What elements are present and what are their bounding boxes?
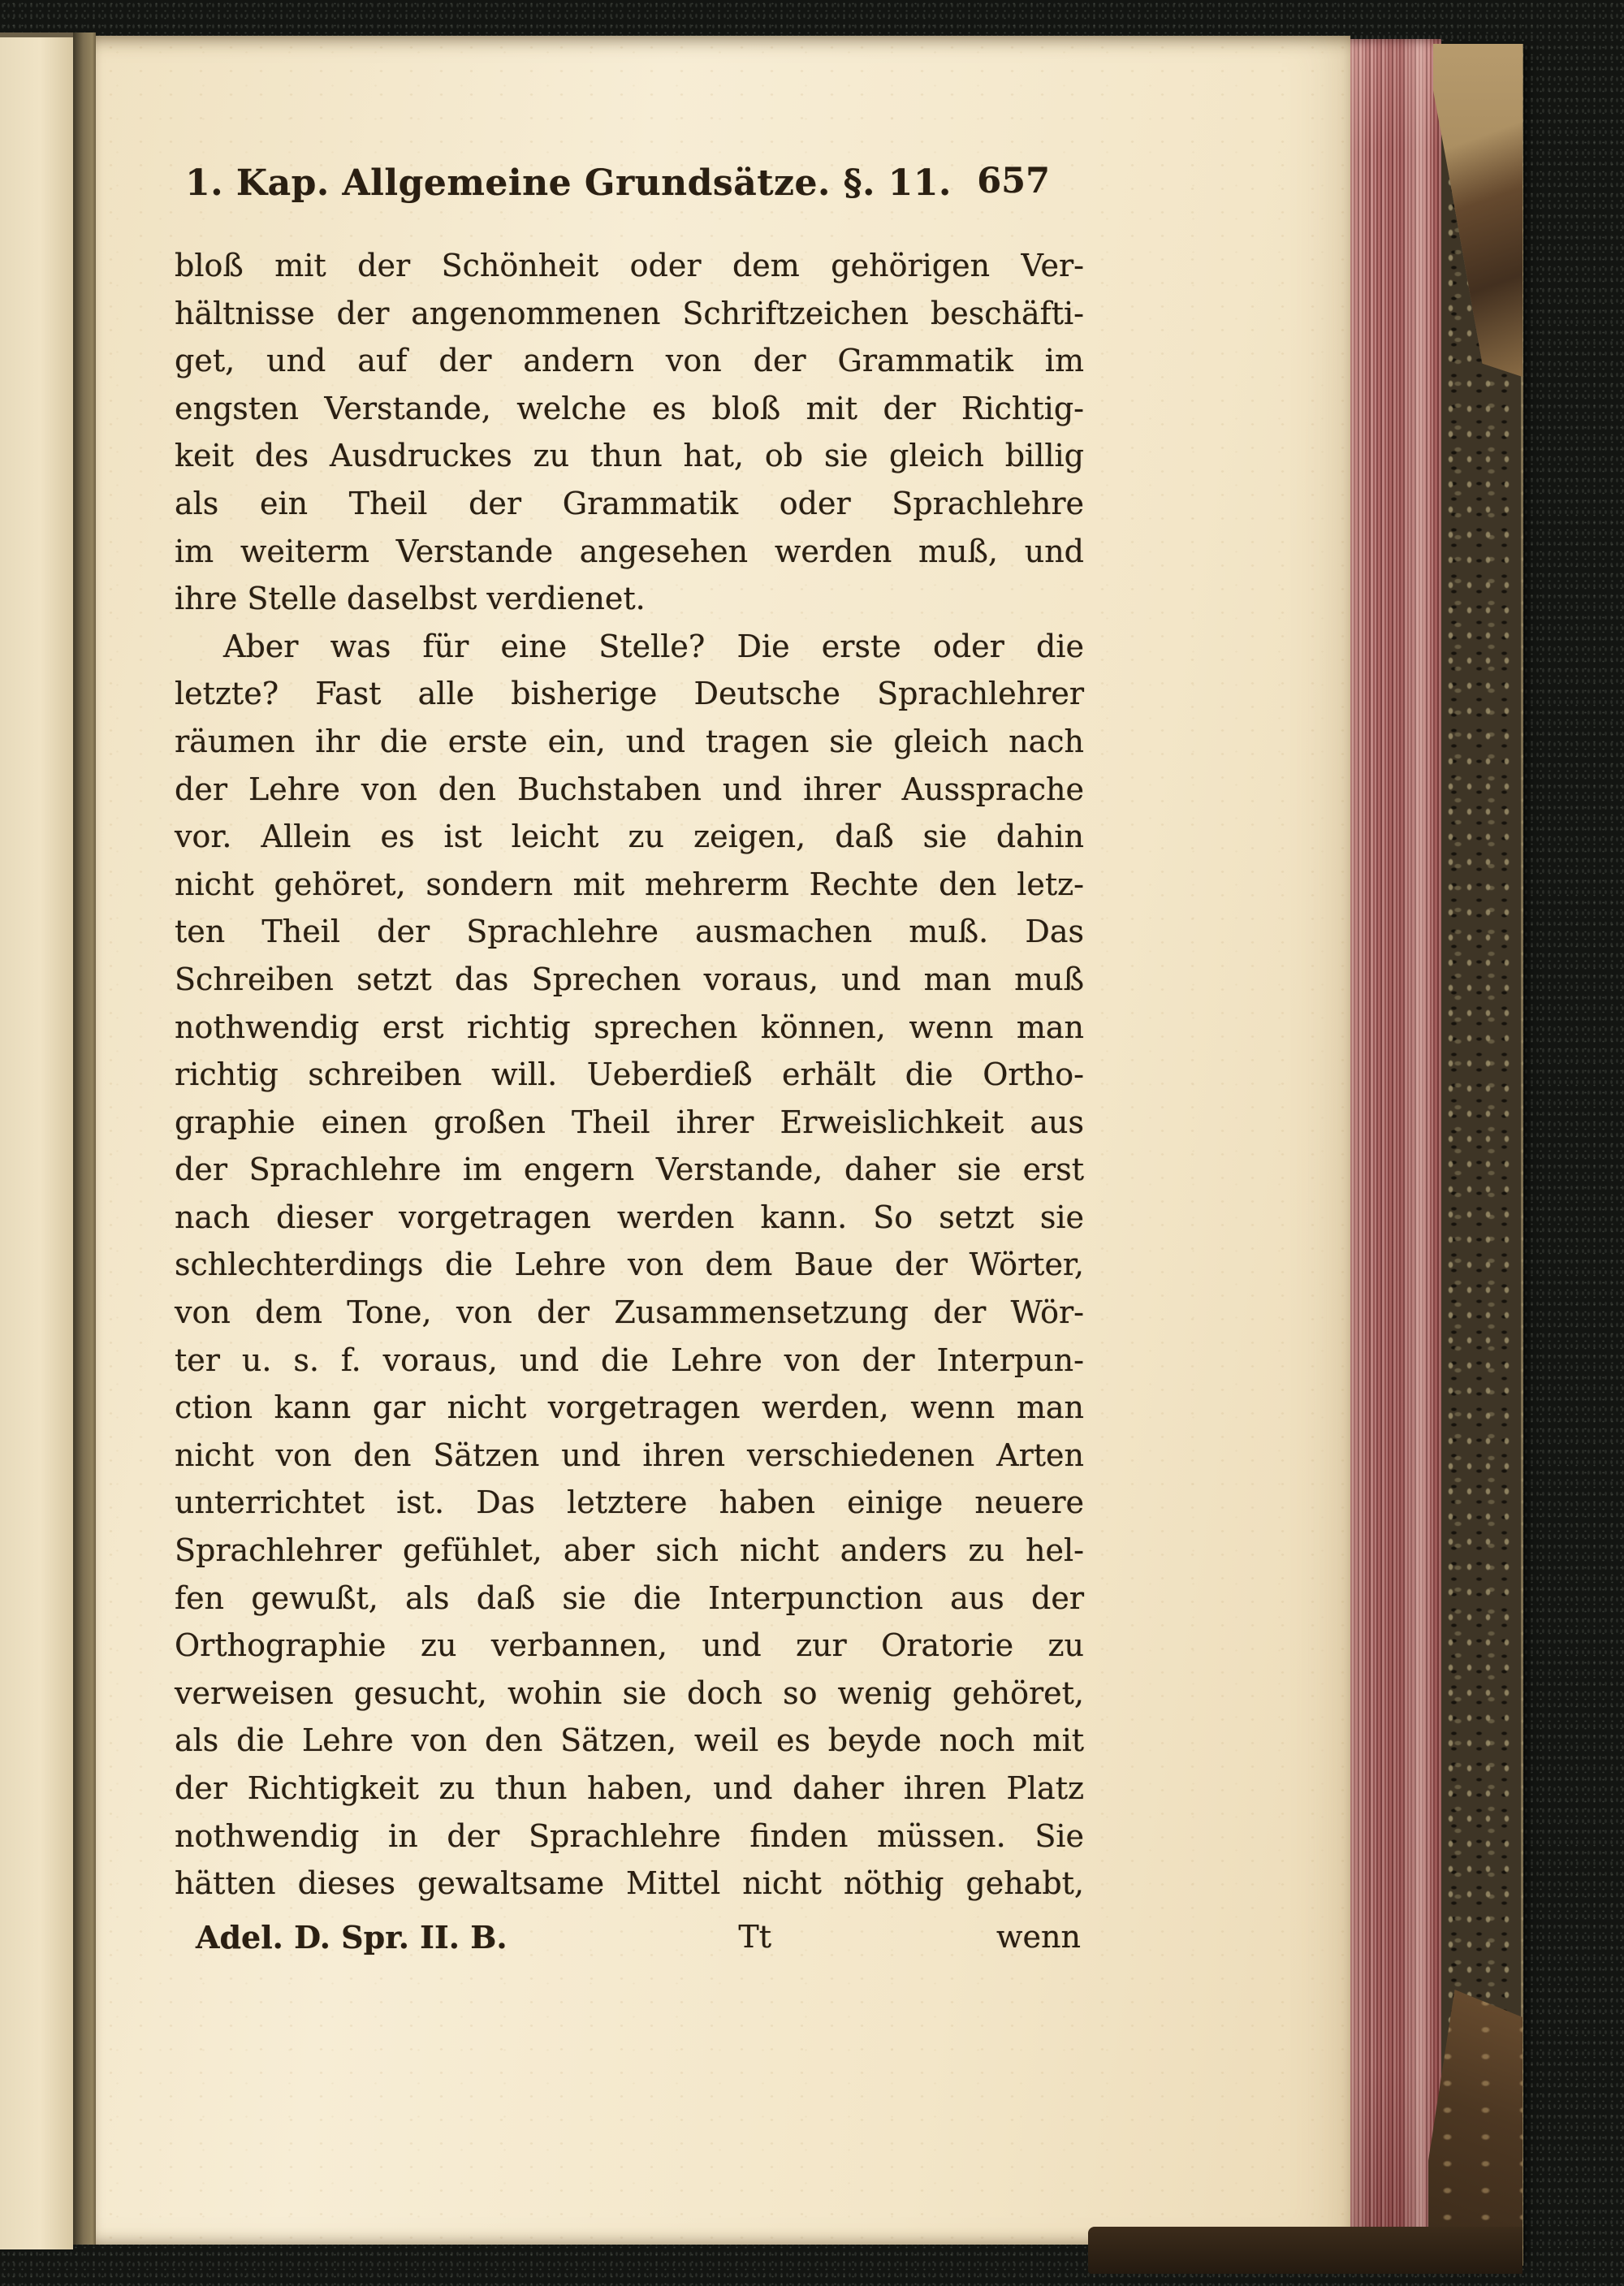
running-header [175, 159, 1084, 211]
text-line: richtig schreiben will. Ueberdieß erhält die Ortho- [175, 1057, 1084, 1093]
text-line: nicht von den Sätzen und ihren verschiedenen Arten [175, 1437, 1084, 1473]
text-line: von dem Tone, von der Zusammensetzung der Wör- [175, 1294, 1084, 1331]
text-block [96, 36, 1084, 1964]
bottom-leather-edge [1088, 2227, 1522, 2274]
gathering-signature: Tt [738, 1918, 772, 1955]
paragraph-2 [175, 623, 1084, 1908]
text-line: graphie einen großen Theil ihrer Erweislichkeit aus [175, 1104, 1084, 1140]
book-page [96, 36, 1350, 2245]
text-line: nicht gehöret, sondern mit mehrerm Rechte den letz- [175, 866, 1084, 902]
text-line: schlechterdings die Lehre von dem Baue der Wörter, [175, 1247, 1084, 1283]
text-line: Schreiben setzt das Sprechen voraus, und man muß [175, 961, 1084, 997]
text-line: verweisen gesucht, wohin sie doch so wenig gehöret, [175, 1675, 1084, 1711]
text-line: der Lehre von den Buchstaben und ihrer Aussprache [175, 771, 1084, 807]
text-line: nothwendig in der Sprachlehre finden müssen. Sie [175, 1817, 1084, 1854]
text-line: vor. Allein es ist leicht zu zeigen, daß sie dahin [175, 819, 1084, 855]
paragraph-1 [175, 242, 1084, 623]
text-line: der Richtigkeit zu thun haben, und daher ihren Platz [175, 1770, 1084, 1806]
page-gutter-shadow [73, 32, 96, 2245]
text-line: fen gewußt, als daß sie die Interpunction aus der [175, 1579, 1084, 1616]
text-line: Orthographie zu verbannen, und zur Oratorie zu [175, 1627, 1084, 1664]
facing-page-edge [0, 32, 73, 2249]
text-line: letzte? Fast alle bisherige Deutsche Sprachlehrer [175, 676, 1084, 712]
header-title: 1. Kap. Allgemeine Grundsätze. §. 11. [185, 162, 952, 204]
text-line: als ein Theil der Grammatik oder Sprachlehre [175, 485, 1084, 521]
text-line: bloß mit der Schönheit oder dem gehörigen Ver- [175, 248, 1084, 283]
footer-line [175, 1919, 1084, 1964]
text-line: ter u. s. f. voraus, und die Lehre von der Interpun- [175, 1342, 1084, 1378]
text-line: get, und auf der andern von der Grammatik im [175, 343, 1084, 379]
text-line: nach dieser vorgetragen werden kann. So setzt sie [175, 1199, 1084, 1235]
text-line: ction kann gar nicht vorgetragen werden, wenn man [175, 1389, 1084, 1426]
red-stained-fore-edge [1350, 39, 1441, 2243]
text-line: nothwendig erst richtig sprechen können, wenn man [175, 1009, 1084, 1045]
text-line: Aber was für eine Stelle? Die erste oder die [223, 628, 1084, 664]
page-number: 657 [977, 161, 1050, 201]
text-line: der Sprachlehre im engern Verstande, daher sie erst [175, 1152, 1084, 1188]
text-line: Sprachlehrer gefühlet, aber sich nicht anders zu hel- [175, 1532, 1084, 1569]
text-line: als die Lehre von den Sätzen, weil es beyde noch mit [175, 1722, 1084, 1759]
text-line: hältnisse der angenommenen Schriftzeichen beschäfti- [175, 295, 1084, 331]
marbled-binding-board [1441, 44, 1523, 2266]
text-line: räumen ihr die erste ein, und tragen sie gleich nach [175, 723, 1084, 759]
body-text [175, 242, 1084, 1908]
text-line: hätten dieses gewaltsame Mittel nicht nöthig gehabt, [175, 1865, 1084, 1902]
text-line: keit des Ausdruckes zu thun hat, ob sie gleich billig [175, 438, 1084, 474]
text-line: im weiterm Verstande angesehen werden muß, und [175, 533, 1084, 569]
text-line: unterrichtet ist. Das letztere haben einige neuere [175, 1484, 1084, 1521]
text-line: ihre Stelle daselbst verdienet. [175, 581, 646, 617]
catchword: wenn [996, 1918, 1081, 1955]
volume-abbreviation: Adel. D. Spr. II. B. [196, 1918, 508, 1955]
text-line: engsten Verstande, welche es bloß mit der Richtig- [175, 390, 1084, 426]
text-line: ten Theil der Sprachlehre ausmachen muß. Das [175, 914, 1084, 950]
